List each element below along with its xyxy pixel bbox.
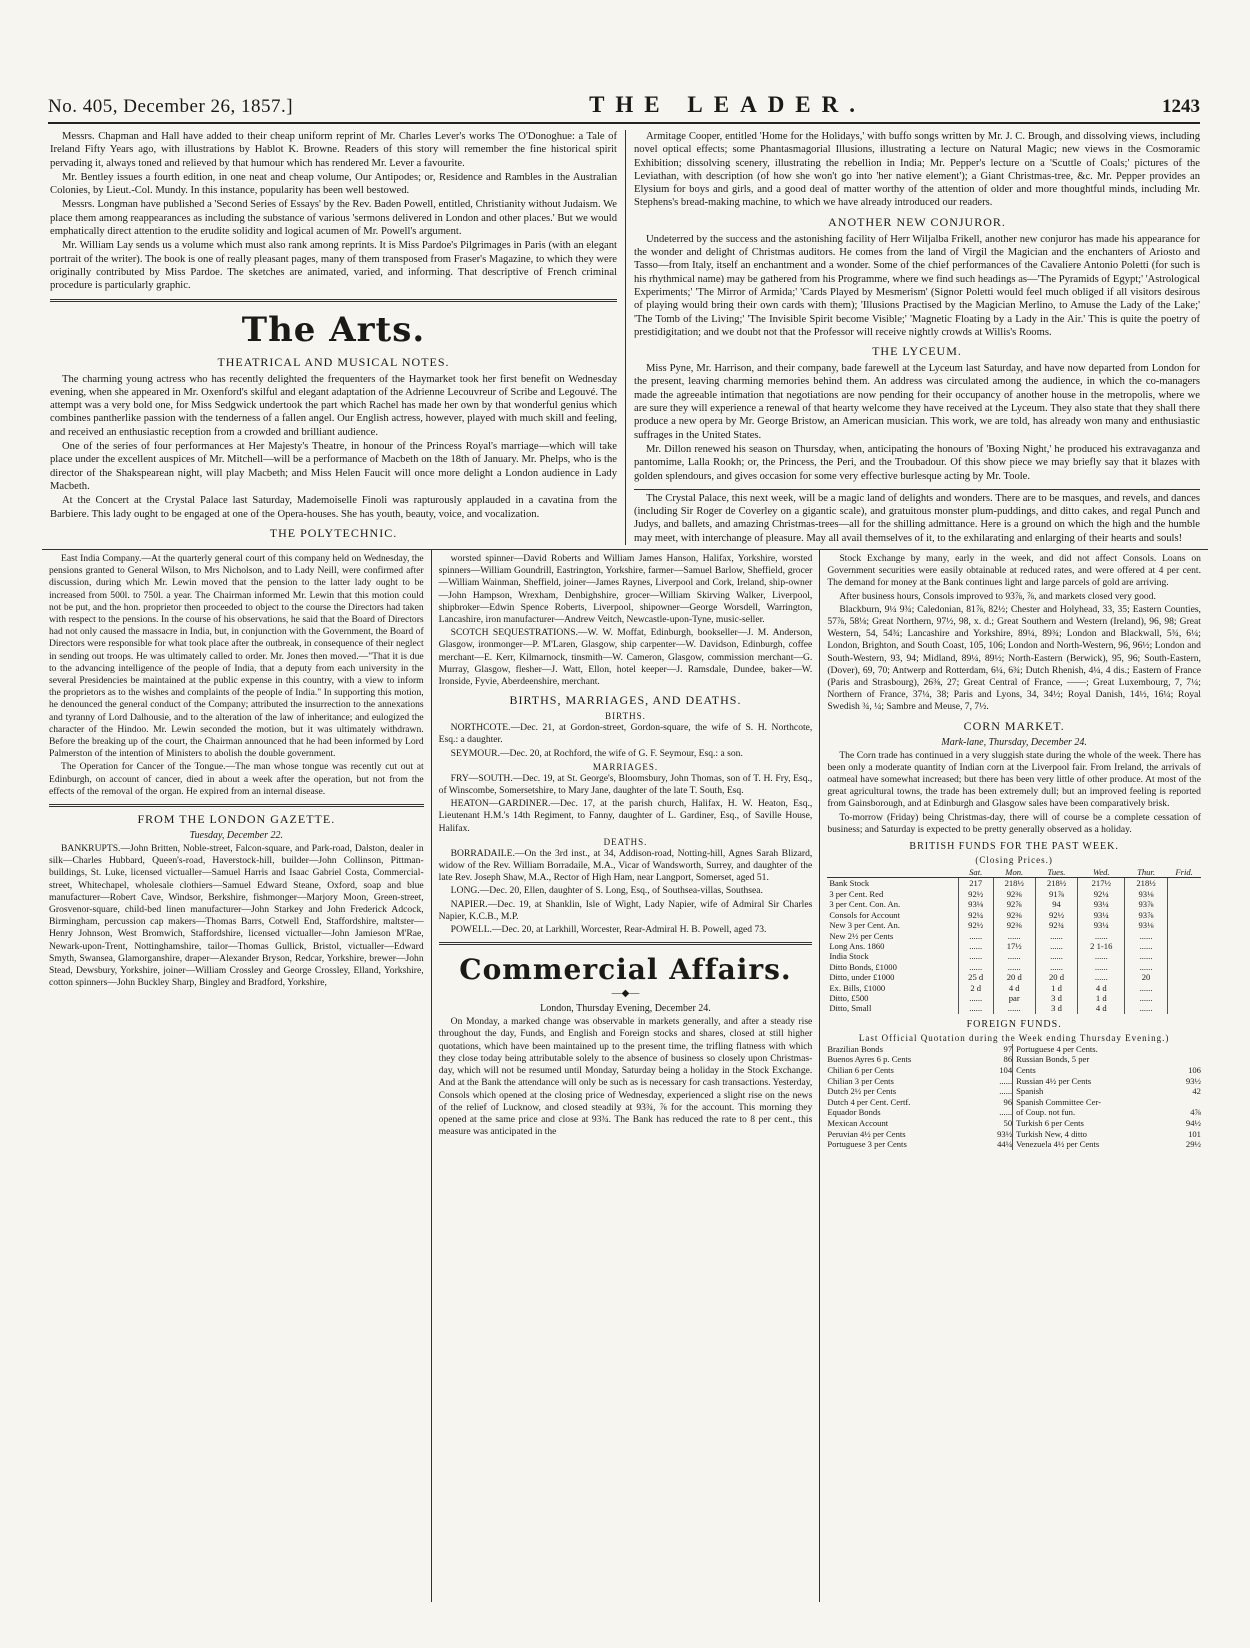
notice: SEYMOUR.—Dec. 20, at Rochford, the wife of G. F. Seymour, Esq.: a son.	[450, 747, 743, 759]
price-cell	[1167, 920, 1201, 930]
price-cell: 3 d	[1035, 993, 1077, 1003]
fund-price: ......	[999, 1086, 1013, 1097]
fund-price: 42	[1192, 1086, 1201, 1097]
section-title-arts: The Arts.	[241, 309, 426, 350]
price-cell: 92⅞	[993, 899, 1035, 909]
lower-column-1	[42, 550, 431, 1602]
price-cell: ......	[958, 931, 993, 941]
fund-price: 86	[1003, 1054, 1013, 1065]
heading-gazette: FROM THE LONDON GAZETTE.	[137, 812, 336, 827]
price-cell: 92⅜	[993, 910, 1035, 920]
price-cell: 92½	[958, 920, 993, 930]
price-cell: 94	[1035, 899, 1077, 909]
fund-name: Dutch 4 per Cent. Certf.	[827, 1096, 911, 1107]
price-cell	[1167, 993, 1201, 1003]
price-cell: ......	[1035, 941, 1077, 951]
fund-name: Buenos Ayres 6 p. Cents	[827, 1054, 912, 1065]
british-funds-table	[827, 867, 1201, 1014]
fund-name-cell: Ex. Bills, £1000	[829, 982, 886, 993]
notice: LONG.—Dec. 20, Ellen, daughter of S. Long, Esq., of Southsea-villas, Southsea.	[450, 885, 763, 897]
list-item	[827, 1044, 1012, 1055]
divider	[50, 299, 617, 302]
price-cell: 93⅞	[1125, 910, 1167, 920]
price-cell: 218½	[1125, 878, 1167, 889]
table-row	[827, 972, 1201, 982]
table-row	[827, 951, 1201, 961]
paragraph: SCOTCH SEQUESTRATIONS.—W. W. Moffat, Edinburgh, bookseller—J. M. Anderson, Glasgow, ironmonger—P. M'Laren, Glasgow, ship carpenter—W. Davidson, Edinburgh, coffee merchant—E. Kerr, Kilmarnock, tinsmith—W. Cameron, Glasgow, commission merchant—G. Murray, Glasgow, flesher—J. Watt, Ellon, hotel keeper—J. Ramsdale, Dundee, baker—W. Ironside, Fyvie, Aberdeenshire, merchant.	[438, 627, 813, 688]
fund-price: 94½	[1185, 1117, 1201, 1128]
dateline: London, Thursday Evening, December 24.	[540, 1003, 711, 1015]
fund-name: of Coup. not fun.	[1016, 1107, 1076, 1118]
price-cell: 92⅜	[993, 889, 1035, 899]
paragraph: The charming young actress who has recently delighted the frequenters of the Haymarket took her first benefit on Wednesday evening, when she appeared in Mr. Oxenford's skilful and elegant adaptation of the Adrienne Lecouvreur of Scribe and Legouvé. The attempt was a very bold one, for Miss Sedgwick undertook the part which Rachel has made her own by that wonderful genius which combines pantherlike passion with the tenderness of a fallen angel. Our English actress, however, played with much skill and feeling, and received an enthusiastic reception from a crowded and brilliant audience.	[50, 373, 617, 438]
paragraph: Mr. Bentley issues a fourth edition, in one neat and cheap volume, Our Antipodes; or, Residence and Rambles in the Australian Colonies, by Lieut.-Col. Mundy. In this instance, popularity has been well bestowed.	[50, 171, 617, 197]
price-cell: 93⅛	[1125, 920, 1167, 930]
price-cell: ......	[958, 941, 993, 951]
column-header: Frid.	[1167, 867, 1201, 878]
upper-column-left	[42, 130, 625, 545]
foreign-funds-table	[827, 1044, 1201, 1150]
list-item	[1016, 1065, 1201, 1076]
price-cell: ......	[1078, 962, 1125, 972]
fund-name: Chilian 6 per Cents	[827, 1064, 894, 1075]
price-cell: 4 d	[993, 983, 1035, 993]
price-cell: ......	[1125, 1003, 1167, 1013]
price-cell: 93¼	[1078, 910, 1125, 920]
fund-price: 44¼	[997, 1139, 1013, 1150]
fund-name: Portuguese 3 per Cents	[827, 1139, 907, 1150]
paragraph: One of the series of four performances at Her Majesty's Theatre, in honour of the Princess Royal's marriage—which will take place under the excellent auspices of Mr. Mitchell—will be a performance of Macbeth on the 18th of January. Mr. Phelps, who is the director of the Shakspearean night, will play Macbeth; and Miss Helen Faucit will once more delight a London audience in Lady Macbeth.	[50, 441, 617, 492]
list-item	[1016, 1129, 1201, 1140]
table-row	[827, 983, 1201, 993]
paragraph: The Crystal Palace, this next week, will be a magic land of delights and wonders. There are to be masques, and revels, and dances (including Sir Roger de Coverley on a gigantic scale), and gratuitous monster plum-puddings, and ditto cakes, and regal Punch and Judys, and ballets, and amazing Christmas-trees—all for the shilling admittance. Here is a ground on which the high and the humble may meet, with interchange of pleasure. May all avail themselves of it, to the exhilarating and enlarging of their hearts and souls!	[634, 492, 1200, 544]
price-cell	[1167, 962, 1201, 972]
price-cell: ......	[1035, 931, 1077, 941]
fund-price: ......	[999, 1075, 1013, 1086]
fund-name: Spanish	[1016, 1086, 1044, 1097]
paragraph: Blackburn, 9¼ 9¾; Caledonian, 81⅞, 82½; Chester and Holyhead, 33, 35; Eastern Counties, 57⅞, 58⅛; Great Northern, 97½, 98, x. d.; Great Southern and Western (Ireland), 96, 98; Great Western, 54, 54¾; Lancashire and Yorkshire, 89¼, 89¾; London and Blackwall, 5¾, 6¼; London, Brighton, and South Coast, 105, 106; London and North-Western, 96, 96½; London and South-Western, 93, 94; Midland, 89¼, 89½; North-Eastern (Berwick), 95, 96; South-Eastern, (Dover), 69, 70; Antwerp and Rotterdam, 6¼, 6¾; Dutch Rhenish, 4¼, 4 dis.; Eastern of France (Paris and Strasbourg), 26⅜, 27; Great Central of France, ——; Great Luxembourg, 7, 7¼; Northern of France, 37¼, 38; Paris and Lyons, 34, 34½; Royal Danish, 14½, 16¼; Royal Swedish ¾, ¼; Sambre and Meuse, 7, 7½.	[827, 603, 1201, 713]
fund-price: 104	[999, 1064, 1013, 1075]
fund-name-cell: Ditto Bonds, £1000	[829, 961, 897, 972]
fund-price: 93½	[997, 1128, 1013, 1139]
price-cell	[1167, 1003, 1201, 1013]
price-cell	[1167, 899, 1201, 909]
fund-name: Brazilian Bonds	[827, 1043, 883, 1054]
fund-price: 50	[1003, 1117, 1013, 1128]
price-cell: ......	[1035, 962, 1077, 972]
price-cell: ......	[958, 993, 993, 1003]
paragraph: Undeterred by the success and the astonishing facility of Herr Wiljalba Frikell, another new conjuror has made his appearance for the wonder and delight of Christmas auditors. He comes from the land of Virgil the Magician and the enchanters of Ariosto and Tasso—from Italy, itself an enchantment and a wonder. Some of the chief performances of the Cavaliere Antonio Poletti (for such is his rhythmical name) may be gathered from his Programme, where we find such headings as—'The Pyramids of Egypt;' 'Astrological Experiments;' 'The Mirror of Armida;' 'Cards Played by Mesmerism' (Signor Poletti would feel much obliged if all visitors desirous of playing would bring their own cards with them); 'Illusions Practised by the Magician Merlino, to Amuse the Lady of the Lake;' 'The Tomb of the Living;' 'The Invisible Spirit become Visible;' 'Magnetic Floating by a Lady in the Air.' This is quite the poetry of prestidigitation; and we doubt not that the Professor will receive nightly crowds at Willis's Rooms.	[634, 233, 1200, 338]
heading-foreign-funds: FOREIGN FUNDS.	[966, 1018, 1062, 1030]
fund-name-cell: Consols for Account	[829, 909, 900, 920]
funds-subheading: (Closing Prices.)	[975, 855, 1053, 866]
funds-table-body	[827, 878, 1201, 1014]
price-cell: 4 d	[1078, 983, 1125, 993]
price-cell: ......	[993, 962, 1035, 972]
price-cell: 218½	[993, 878, 1035, 889]
fund-name-cell: 3 per Cent. Con. An.	[829, 899, 901, 910]
price-cell: 93¼	[1078, 920, 1125, 930]
table-row	[827, 931, 1201, 941]
price-cell	[1167, 878, 1201, 889]
paragraph: To-morrow (Friday) being Christmas-day, there will of course be a complete cessation of business; and Saturday is expected to be pretty generally observed as a holiday.	[827, 811, 1201, 835]
list-item	[827, 1139, 1012, 1150]
price-cell: ......	[1125, 983, 1167, 993]
price-cell: ......	[993, 931, 1035, 941]
fund-name: Russian Bonds, 5 per	[1016, 1054, 1090, 1065]
heading-conjuror: ANOTHER NEW CONJUROR.	[828, 214, 1006, 229]
price-cell: ......	[1125, 941, 1167, 951]
heading-theatrical: THEATRICAL AND MUSICAL NOTES.	[217, 354, 450, 369]
table-row	[827, 910, 1201, 920]
table-row	[827, 962, 1201, 972]
paragraph: Messrs. Chapman and Hall have added to their cheap uniform reprint of Mr. Charles Lever's works The O'Donoghue: a Tale of Ireland Fifty Years ago, with illustrations by Hablot K. Browne. Readers of this story will remember the fine historical spirit pervading it, always toned and relieved by that humour which has rendered Mr. Lever a favourite.	[50, 131, 617, 169]
fund-name: Turkish 6 per Cents	[1016, 1117, 1084, 1128]
price-cell: 2 d	[958, 983, 993, 993]
foreign-funds-left	[827, 1044, 1012, 1150]
list-item	[827, 1107, 1012, 1118]
table-row	[827, 941, 1201, 951]
price-cell: ......	[993, 1003, 1035, 1013]
upper-column-right	[625, 130, 1208, 545]
fund-name: Russian 4½ per Cents	[1016, 1075, 1092, 1086]
paragraph: Miss Pyne, Mr. Harrison, and their company, bade farewell at the Lyceum last Saturday, and have now departed from London for the present, leaving charming memories behind them. An address was circulated among the audience, in which the co-managers made the agreeable intimation that negotiations are now pending for their occupancy of another house in the metropolis, where we are sure they will experience a renewal of that hearty welcome they have received at the Lyceum. They also state that they shall there produce a new opera by Mr. George Bristow, an American musician. This work, we are told, has already won many and enthusiastic suffrages in the United States.	[634, 363, 1200, 441]
price-cell: 93¼	[1078, 899, 1125, 909]
price-cell: 91⅞	[1035, 889, 1077, 899]
price-cell: 218½	[1035, 878, 1077, 889]
fund-name: Portuguese 4 per Cents.	[1016, 1043, 1098, 1054]
price-cell: 93⅛	[1125, 889, 1167, 899]
lower-column-3	[819, 550, 1208, 1602]
notice: NAPIER.—Dec. 19, at Shanklin, Isle of Wight, Lady Napier, wife of Admiral Sir Charles Napier, K.C.B., M.P.	[438, 898, 813, 922]
list-item	[1016, 1054, 1201, 1065]
list-item	[827, 1129, 1012, 1140]
fund-name-cell: Ditto, under £1000	[829, 972, 895, 983]
paragraph: The Operation for Cancer of the Tongue.—The man whose tongue was recently cut out at Edinburgh, on account of cancer, died in about a week after the operation, but not from the effects of the removal of the organ. He expired from an internal disease.	[49, 761, 424, 797]
list-item	[827, 1065, 1012, 1076]
fund-name: Peruvian 4½ per Cents	[827, 1128, 906, 1139]
fund-price: ......	[999, 1107, 1013, 1118]
price-cell	[1167, 941, 1201, 951]
paragraph: Armitage Cooper, entitled 'Home for the Holidays,' with buffo songs written by Mr. J. C. Brough, and dissolving views, including novel optical effects; some Phantasmagorial Illusions, illustrating a lecture on Natural Magic; new views in the Cosmoramic Exhibition; dissolving scenery, illustrating the rebellion in India; Mr. Pepper's lecture on a 'Scuttle of Coals;' pictures of the Leviathan, with description (of how she won't go into 'her native element'); a Giant Christmas-tree, &c. Mr. Pepper provides an Elysium for boys and girls, and a good deal of matter worthy of the attention of older and more thoughtful minds, including Mr. Stephens's bread-making machine, to which we have already introduced our readers.	[634, 131, 1200, 209]
fund-price: 96	[1003, 1096, 1013, 1107]
list-item	[1016, 1139, 1201, 1150]
paragraph: The Corn trade has continued in a very sluggish state during the whole of the week. There has been only a moderate quantity of Indian corn at the Liverpool fair. From Ireland, the arrivals of oatmeal have somewhat increased; but there has been very little of other produce. At most of the great agricultural towns, the trade has been extremely dull; but an improved feeling is reported from Gainsborough, and at Edinburgh and Glasgow sales have been comparatively brisk.	[827, 749, 1201, 810]
gazette-date: Tuesday, December 22.	[189, 830, 283, 842]
fund-name: Chilian 3 per Cents	[827, 1075, 894, 1086]
fund-name-cell: Bank Stock	[829, 878, 870, 889]
heading-marriages: MARRIAGES.	[592, 761, 659, 772]
paragraph	[50, 544, 617, 545]
price-cell: 217½	[1078, 878, 1125, 889]
column-header: Mon.	[993, 867, 1035, 878]
heading-corn-market: CORN MARKET.	[963, 718, 1065, 733]
price-cell	[1167, 972, 1201, 982]
price-cell: 3 d	[1035, 1003, 1077, 1013]
list-item	[1016, 1086, 1201, 1097]
lower-column-2	[431, 550, 820, 1602]
notice: HEATON—GARDINER.—Dec. 17, at the parish church, Halifax, H. W. Heaton, Esq., Lieutenant H.M.'s 14th Regiment, to Fanny, daughter of L. Gardiner, Esq., of Saville House, Halifax.	[438, 798, 813, 834]
price-cell	[1167, 931, 1201, 941]
heading-bmd: BIRTHS, MARRIAGES, AND DEATHS.	[509, 693, 742, 708]
price-cell: par	[993, 993, 1035, 1003]
fund-price: 4⅞	[1190, 1107, 1201, 1118]
table-row	[827, 920, 1201, 930]
fund-name: Mexican Account	[827, 1117, 889, 1128]
foreign-subheading: Last Official Quotation during the Week ending Thursday Evening.)	[858, 1032, 1170, 1043]
price-cell: ......	[958, 962, 993, 972]
price-cell: 17½	[993, 941, 1035, 951]
table-row	[827, 889, 1201, 899]
list-item	[1016, 1097, 1201, 1108]
fund-price: 97	[1003, 1043, 1013, 1054]
price-cell: 20 d	[993, 972, 1035, 982]
price-cell: 92½	[1035, 910, 1077, 920]
column-header	[827, 867, 958, 878]
list-item	[827, 1076, 1012, 1087]
paragraph: Stock Exchange by many, early in the week, and did not affect Consols. Loans on Government securities were easily obtainable at reduced rates, and were offered at 4 per cent. The demand for money at the Bank continues light and large parcels of gold are arriving.	[827, 553, 1201, 589]
price-cell: ......	[993, 951, 1035, 961]
price-cell: 217	[958, 878, 993, 889]
price-cell: ......	[1078, 972, 1125, 982]
list-item	[827, 1118, 1012, 1129]
paragraph: BANKRUPTS.—John Britten, Noble-street, Falcon-square, and Park-road, Dalston, dealer in silk—Charles Hubbard, Queen's-road, Haverstock-hill, builder—John Collinson, Pittman-buildings, St. Luke, licensed victualler—Samuel Harris and Isaac Gabriel Costa, Commercial-street, Whitechapel, wholesale clothiers—Samuel Edward Steane, Oxford, soap and blue manufacturer—Robert Cave, Windsor, Berkshire, fishmonger—Marjory Moon, Green-street, Grosvenor-square, child-bed linen manufacturer—John Starkey and John Frederick Adcock, Birmingham, percussion cap makers—Thomas Barrs, Cotwell End, Staffordshire, maltster—Henry Johnson, West Bromwich, Staffordshire, licensed victualler—John Jamieson M'Rae, Newark-upon-Trent, Nottinghamshire, tailor—Thomas Gullick, Bristol, victualler—Edward Smyth, Swansea, Glamorganshire, draper—Alexander Bryson, Redcar, Yorkshire, brewer—John Stead, Dewsbury, Yorkshire, joiner—William Crossley and George Crossley, Elland, Yorkshire, cotton spinners—John Buckley Sharp, Bingley and Bradford, Yorkshire,	[49, 843, 424, 989]
fund-name: Dutch 2½ per Cents	[827, 1086, 897, 1097]
divider	[49, 804, 424, 807]
section-title-commercial: Commercial Affairs.	[459, 953, 792, 987]
price-cell: 4 d	[1078, 1003, 1125, 1013]
foreign-funds-right	[1012, 1044, 1201, 1150]
price-cell	[1167, 983, 1201, 993]
price-cell: 1 d	[1078, 993, 1125, 1003]
list-item	[1016, 1076, 1201, 1087]
list-item	[827, 1054, 1012, 1065]
upper-section	[42, 130, 1208, 545]
price-cell: 93⅞	[1125, 899, 1167, 909]
notice: NORTHCOTE.—Dec. 21, at Gordon-street, Gordon-square, the wife of S. H. Northcote, Esq.: a daughter.	[438, 722, 813, 746]
paragraph: After business hours, Consols improved to 93⅞, ⅞, and markets closed very good.	[839, 590, 1156, 602]
price-cell: 25 d	[958, 972, 993, 982]
column-header: Thur.	[1125, 867, 1167, 878]
fund-name-cell: 3 per Cent. Red	[829, 888, 884, 899]
paragraph: On Monday, a marked change was observable in markets generally, and after a steady rise throughout the day, Funds, and English and Foreign stocks and shares, closed at still higher quotations, which have been maintained up to the present time, the trifling flatness with which they close today being attributable solely to the absence of business so closely upon Christmas-day, which will not be resumed until Monday, Saturday being a holiday in the Stock Exchange. And at the Bank the attendance will only be such as is necessary for cash transactions. Yesterday, Consols which opened at the closing price of Wednesday, experienced a slight rise on the news of the relief of Lucknow, and closed steadily at 93¾, ⅞ for the account. This morning they opened at the same price and close at 93¾. The Bank has reduced the rate to 8 per cent., this measure was anticipated in the	[438, 1016, 813, 1138]
lower-section	[42, 549, 1208, 1602]
fund-name: Venezuela 4½ per Cents	[1016, 1139, 1100, 1150]
fund-name-cell: New 3 per Cent. An.	[829, 920, 900, 931]
issue-line: No. 405, December 26, 1857.]	[48, 96, 294, 117]
list-item	[1016, 1044, 1201, 1055]
price-cell: 93⅛	[958, 899, 993, 909]
ornament: —◆—	[611, 988, 640, 1000]
paper-title: THE LEADER.	[589, 92, 867, 117]
price-cell: 92¾	[1035, 920, 1077, 930]
fund-name: Spanish Committee Cer-	[1016, 1096, 1101, 1107]
list-item	[827, 1097, 1012, 1108]
list-item	[1016, 1107, 1201, 1118]
column-header: Wed.	[1078, 867, 1125, 878]
price-cell: 92½	[958, 889, 993, 899]
paragraph: At the Concert at the Crystal Palace last Saturday, Mademoiselle Finoli was rapturously applauded in a cavatina from the Barbiere. This lady ought to be engaged at one of the Opera-houses. She has youth, beauty, voice, and vocalization.	[50, 495, 617, 520]
price-cell: 20	[1125, 972, 1167, 982]
paragraph: Messrs. Longman have published a 'Second Series of Essays' by the Rev. Baden Powell, entitled, Christianity without Judaism. We place them among reappearances as including the substance of various 'sermons delivered in London and other places.' But we would emphatically direct attention to the erudite solidity and logical acumen of Mr. Powell's argument.	[50, 199, 617, 238]
fund-name: Equador Bonds	[827, 1107, 881, 1118]
price-cell: ......	[958, 1003, 993, 1013]
fund-price: 106	[1188, 1064, 1201, 1075]
notice: POWELL.—Dec. 20, at Larkhill, Worcester, Rear-Admiral H. B. Powell, aged 73.	[450, 924, 767, 936]
fund-name-cell: Ditto, Small	[829, 1003, 872, 1014]
list-item	[1016, 1118, 1201, 1129]
price-cell	[1167, 910, 1201, 920]
price-cell: ......	[1078, 931, 1125, 941]
price-cell: ......	[1125, 931, 1167, 941]
price-cell	[1167, 889, 1201, 899]
price-cell: ......	[1125, 993, 1167, 1003]
fund-name: Turkish New, 4 ditto	[1016, 1128, 1087, 1139]
fund-name: Cents	[1016, 1064, 1036, 1075]
table-header-row	[827, 867, 1201, 878]
divider	[634, 489, 1200, 490]
price-cell: ......	[958, 951, 993, 961]
divider	[439, 942, 813, 945]
paragraph: Mr. William Lay sends us a volume which must also rank among reprints. It is Miss Pardoe's Pilgrimages in Paris (with an elegant portrait of the writer). The book is one of really pleasant pages, many of them transposed from Fraser's Magazine, to which they were originally contributed by Miss Pardoe. The sketches are animated, varied, and informing. That descriptive of French criminal procedure is particularly graphic.	[50, 240, 617, 292]
table-row	[827, 1003, 1201, 1013]
fund-price: 101	[1188, 1128, 1201, 1139]
price-cell	[1167, 951, 1201, 961]
price-cell: 92⅜	[993, 920, 1035, 930]
paragraph: Mr. Dillon renewed his season on Thursday, when, anticipating the honours of 'Boxing Night,' he produced his extravaganza and pantomime, Lalla Rookh; or, the Princess, the Peri, and the Troubadour. Of this show piece we may briefly say that it blazes with golden splendours, and gives occasion for some very effective burlesque acting by Mr. Toole.	[634, 443, 1200, 482]
notice: BORRADAILE.—On the 3rd inst., at 34, Addison-road, Notting-hill, Agnes Sarah Blizard, widow of the Rev. William Borradaile, M.A., Vicar of Wandsworth, Surrey, and daughter of the late Rev. Joseph Shaw, M.A., Rector of High Ham, near Langport, Somerset, aged 51.	[438, 847, 813, 884]
heading-british-funds: BRITISH FUNDS FOR THE PAST WEEK.	[909, 841, 1119, 853]
price-cell: 1 d	[1035, 983, 1077, 993]
table-row	[827, 993, 1201, 1003]
price-cell: 20 d	[1035, 972, 1077, 982]
heading-births: BIRTHS.	[605, 711, 646, 722]
heading-polytechnic: THE POLYTECHNIC.	[269, 525, 398, 540]
heading-deaths: DEATHS.	[603, 836, 648, 847]
price-cell: 92¼	[1078, 889, 1125, 899]
notice: FRY—SOUTH.—Dec. 19, at St. George's, Bloomsbury, John Thomas, son of T. H. Fry, Esq., of Winscombe, Somersetshire, to Mary Jane, daughter of the late T. South, Esq.	[438, 772, 813, 797]
paragraph: worsted spinner—David Roberts and William James Hanson, Halifax, Yorkshire, worsted spinners—William Goundrill, Eastrington, Yorkshire, farmer—Samuel Barlow, Sheffield, grocer—William Wainman, Sheffield, joiner—James Raynes, Liverpool and Cork, Ireland, ship-owner—John Hampson, Wrexham, Denbighshire, grocer—William Skirving Walker, Liverpool, shipbroker—Edwin Spence Roberts, Liverpool, shipowner—George Worsdell, Warrington, Lancashire, iron manufacturer—Andrew Veitch, Newcastle-upon-Tyne, music-seller.	[438, 553, 813, 626]
price-cell: ......	[1125, 962, 1167, 972]
page-number: 1243	[1161, 96, 1200, 117]
price-cell: ......	[1125, 951, 1167, 961]
column-header: Tues.	[1035, 867, 1077, 878]
price-cell: 92¼	[958, 910, 993, 920]
corn-date: Mark-lane, Thursday, December 24.	[941, 736, 1087, 748]
heading-lyceum: THE LYCEUM.	[872, 344, 962, 359]
price-cell: ......	[1035, 951, 1077, 961]
paragraph: East India Company.—At the quarterly general court of this company held on Wednesday, the pensions granted to General Wilson, to Mrs Nicholson, and to Lady Neill, were confirmed after discussion, during which Mr. Lewin moved that the pension to the latter lady ought to be increased from 500l. to 750l. a year. The Chairman informed Mr. Lewin that this motion could not be put, and the hon. proprietor then proceeded to object to the course the Directors had taken with respect to the pensions. In the course of his observations, he said that the Board of Directors had not only caused the massacre in India, but, in conjunction with the Government, the Board of Directors were responsible for what took place after the outbreak, in consequence of their neglect in sending out troops. He was ultimately called to order. Mr. Jones then moved.—"That it is due to the advancing intelligence of the people of India, that a deputy from each university in the several Presidencies be maintained at the public expense in this country, with a view to inform the proprietors as to the wishes and complaints of the people of India." In supporting this motion, he denounced the general conduct of the Company; attributed the insurrection to the annexations and tyranny of Lord Dalhousie, and to the alteration of the law of inheritance; and eulogized the character of the Hindoo. Mr. Lewin seconded the motion, but it was ultimately withdrawn. Before the breaking up of the court, the Chairman announced that he had been informed by Lord Palmerston of the intention of Ministers to abolish the double government.	[49, 553, 424, 760]
price-cell: ......	[1078, 951, 1125, 961]
table-row	[827, 899, 1201, 909]
table-row	[827, 878, 1201, 889]
fund-name-cell: New 2½ per Cents	[829, 930, 894, 941]
fund-name-cell: Ditto, £500	[829, 992, 869, 1003]
price-cell: 2 1-16	[1078, 941, 1125, 951]
masthead	[48, 92, 1200, 124]
fund-price: 93½	[1185, 1075, 1201, 1086]
list-item	[827, 1086, 1012, 1097]
column-header: Sat.	[958, 867, 993, 878]
fund-name-cell: India Stock	[829, 951, 869, 962]
fund-price: 29½	[1185, 1139, 1201, 1150]
fund-name-cell: Long Ans. 1860	[829, 940, 885, 951]
